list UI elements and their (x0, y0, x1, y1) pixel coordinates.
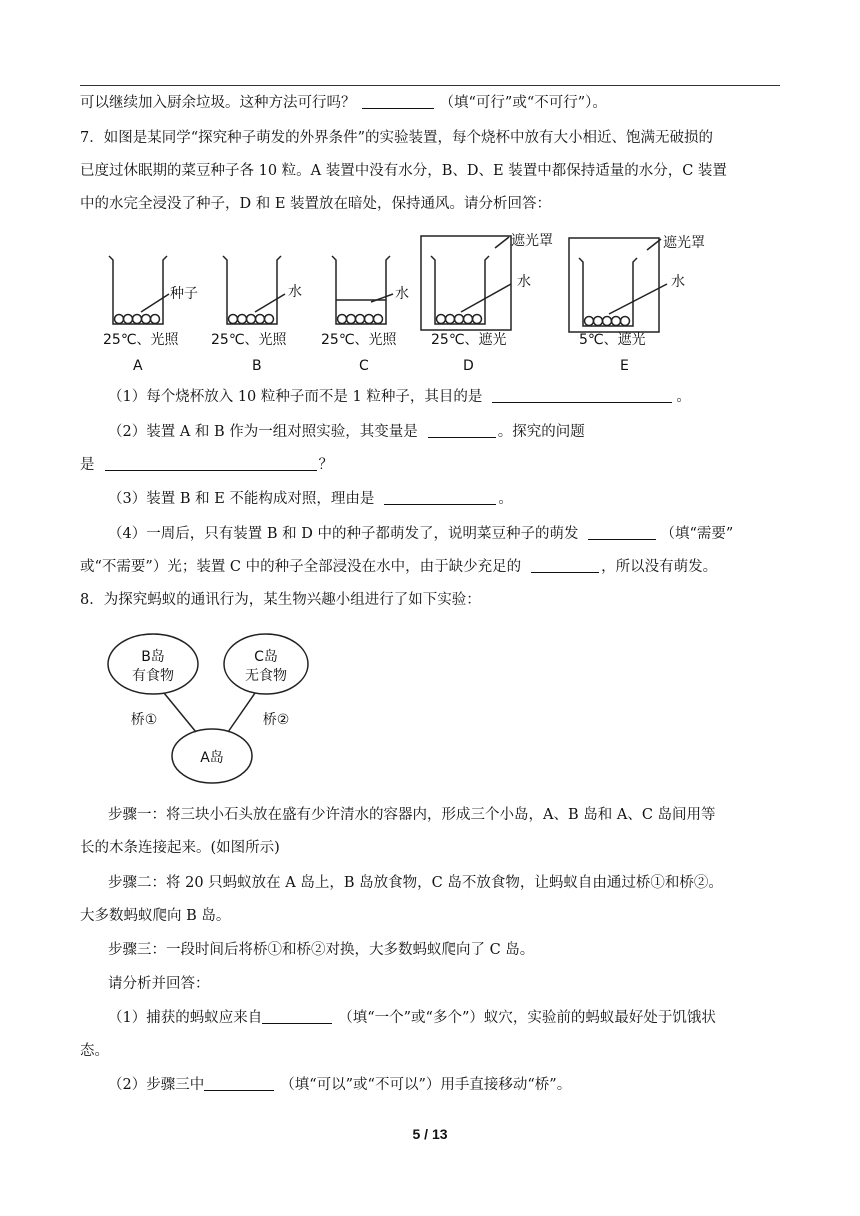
text-span: 可以继续加入厨余垃圾。这种方法可行吗？ (80, 95, 356, 111)
question-8-line: 8．为探究蚂蚁的通讯行为，某生物兴趣小组进行了如下实验： (80, 592, 481, 608)
step-1-line: 步骤一：将三块小石头放在盛有少许清水的容器内，形成三个小岛，A、B 岛和 A、C 岛间用等 (108, 807, 716, 823)
beaker-letter: E (620, 358, 629, 374)
water-label: 水 (288, 284, 302, 300)
answer-blank (531, 558, 599, 573)
beaker-letter: B (252, 358, 262, 374)
text-span: （3）装置 B 和 E 不能构成对照，理由是 (108, 491, 375, 507)
sub-question-1 (108, 387, 691, 407)
text-span: 。 (498, 491, 513, 507)
cover-label: 遮光罩 (511, 233, 553, 249)
question-7-line: 7．如图是某同学“探究种子萌发的外界条件”的实验装置，每个烧杯中放有大小相近、饱满无破损的 (80, 130, 714, 146)
text-span: （填“可行”或“不可行”）。 (439, 95, 607, 111)
condition-label: 25℃、光照 (211, 332, 287, 348)
answer-blank (362, 94, 434, 109)
island-c-food-label: 无食物 (245, 668, 287, 684)
prompt-line: 请分析并回答： (108, 976, 210, 992)
text-span: 。探究的问题 (497, 424, 585, 440)
pointer-line (141, 294, 169, 312)
sub-question-2 (108, 422, 585, 442)
answer-blank (492, 388, 672, 403)
question-7-line: 已度过休眠期的菜豆种子各 10 粒。A 装置中没有水分，B、D、E 装置中都保持适量的水分，C 装置 (80, 163, 727, 179)
sub-question-2-cont (80, 455, 333, 475)
text-span: 是 (80, 457, 95, 473)
island-c-label: C岛 (254, 649, 278, 665)
beaker-b (223, 256, 281, 324)
condition-label: 5℃、遮光 (579, 332, 646, 348)
text-span: （2）装置 A 和 B 作为一组对照实验，其变量是 (108, 424, 418, 440)
water-label: 水 (671, 274, 685, 290)
sub-question-4-cont (80, 557, 717, 577)
header-rule (80, 85, 780, 86)
bridge-1-label: 桥① (130, 712, 158, 728)
answer-blank (262, 1009, 332, 1024)
text-span: （4）一周后，只有装置 B 和 D 中的种子都萌发了，说明菜豆种子的萌发 (108, 526, 579, 542)
question-7-line: 中的水完全浸没了种子，D 和 E 装置放在暗处，保持通风。请分析回答： (80, 196, 552, 212)
text-span: （填“一个”或“多个”）蚁穴，实验前的蚂蚁最好处于饥饿状 (338, 1010, 716, 1026)
condition-label: 25℃、遮光 (431, 332, 507, 348)
step-1-line: 长的木条连接起来。(如图所示) (80, 840, 280, 856)
water-label: 水 (517, 274, 531, 290)
text-span: （1）捕获的蚂蚁应来自 (108, 1010, 263, 1026)
beaker-d (431, 256, 489, 324)
island-b-food-label: 有食物 (132, 668, 174, 684)
condition-label: 25℃、光照 (103, 332, 179, 348)
text-span: （1）每个烧杯放入 10 粒种子而不是 1 粒种子，其目的是 (108, 389, 483, 405)
text-span: （2）步骤三中 (108, 1077, 205, 1093)
text-span: ，所以没有萌发。 (601, 559, 718, 575)
text-span: 或“不需要”）光；装置 C 中的种子全部浸没在水中，由于缺少充足的 (80, 559, 522, 575)
answer-blank (588, 525, 656, 540)
answer-question-1-cont: 态。 (80, 1043, 109, 1059)
beaker-e (579, 258, 637, 326)
text-line (80, 93, 607, 113)
beaker-figure (95, 228, 735, 378)
step-2-line: 大多数蚂蚁爬向 B 岛。 (80, 908, 231, 924)
text-span: （填“可以”或“不可以”）用手直接移动“桥”。 (280, 1077, 572, 1093)
beaker-letter: C (359, 358, 369, 374)
text-span: 。 (676, 389, 691, 405)
answer-question-2 (108, 1075, 571, 1095)
sub-question-4 (108, 524, 733, 544)
answer-blank (384, 490, 496, 505)
page-number: 5 / 13 (412, 1126, 448, 1142)
island-diagram (100, 628, 320, 788)
water-label: 水 (395, 286, 409, 302)
island-b-label: B岛 (141, 649, 165, 665)
bridge-2 (228, 693, 255, 732)
bridge-2-label: 桥② (262, 712, 290, 728)
pointer-line (255, 294, 285, 312)
cover-label: 遮光罩 (663, 235, 705, 251)
seed-label: 种子 (170, 286, 198, 302)
beaker-letter: D (463, 358, 474, 374)
step-3-line: 步骤三：一段时间后将桥①和桥②对换，大多数蚂蚁爬向了 C 岛。 (108, 942, 535, 958)
answer-blank (204, 1076, 274, 1091)
beaker-a (109, 256, 167, 324)
text-span: ？ (318, 457, 333, 473)
sub-question-3 (108, 489, 513, 509)
answer-question-1 (108, 1008, 716, 1028)
text-span: （填“需要” (660, 526, 734, 542)
beaker-letter: A (133, 358, 143, 374)
pointer-line (461, 284, 511, 312)
beaker-c (332, 256, 390, 324)
answer-blank (105, 456, 317, 471)
condition-label: 25℃、光照 (321, 332, 397, 348)
step-2-line: 步骤二：将 20 只蚂蚁放在 A 岛上，B 岛放食物，C 岛不放食物，让蚂蚁自由通过桥①和桥②。 (108, 875, 723, 891)
pointer-line (371, 294, 393, 302)
bridge-1 (164, 693, 196, 732)
answer-blank (428, 423, 496, 438)
pointer-line (495, 237, 509, 248)
island-a-label: A岛 (200, 750, 224, 766)
